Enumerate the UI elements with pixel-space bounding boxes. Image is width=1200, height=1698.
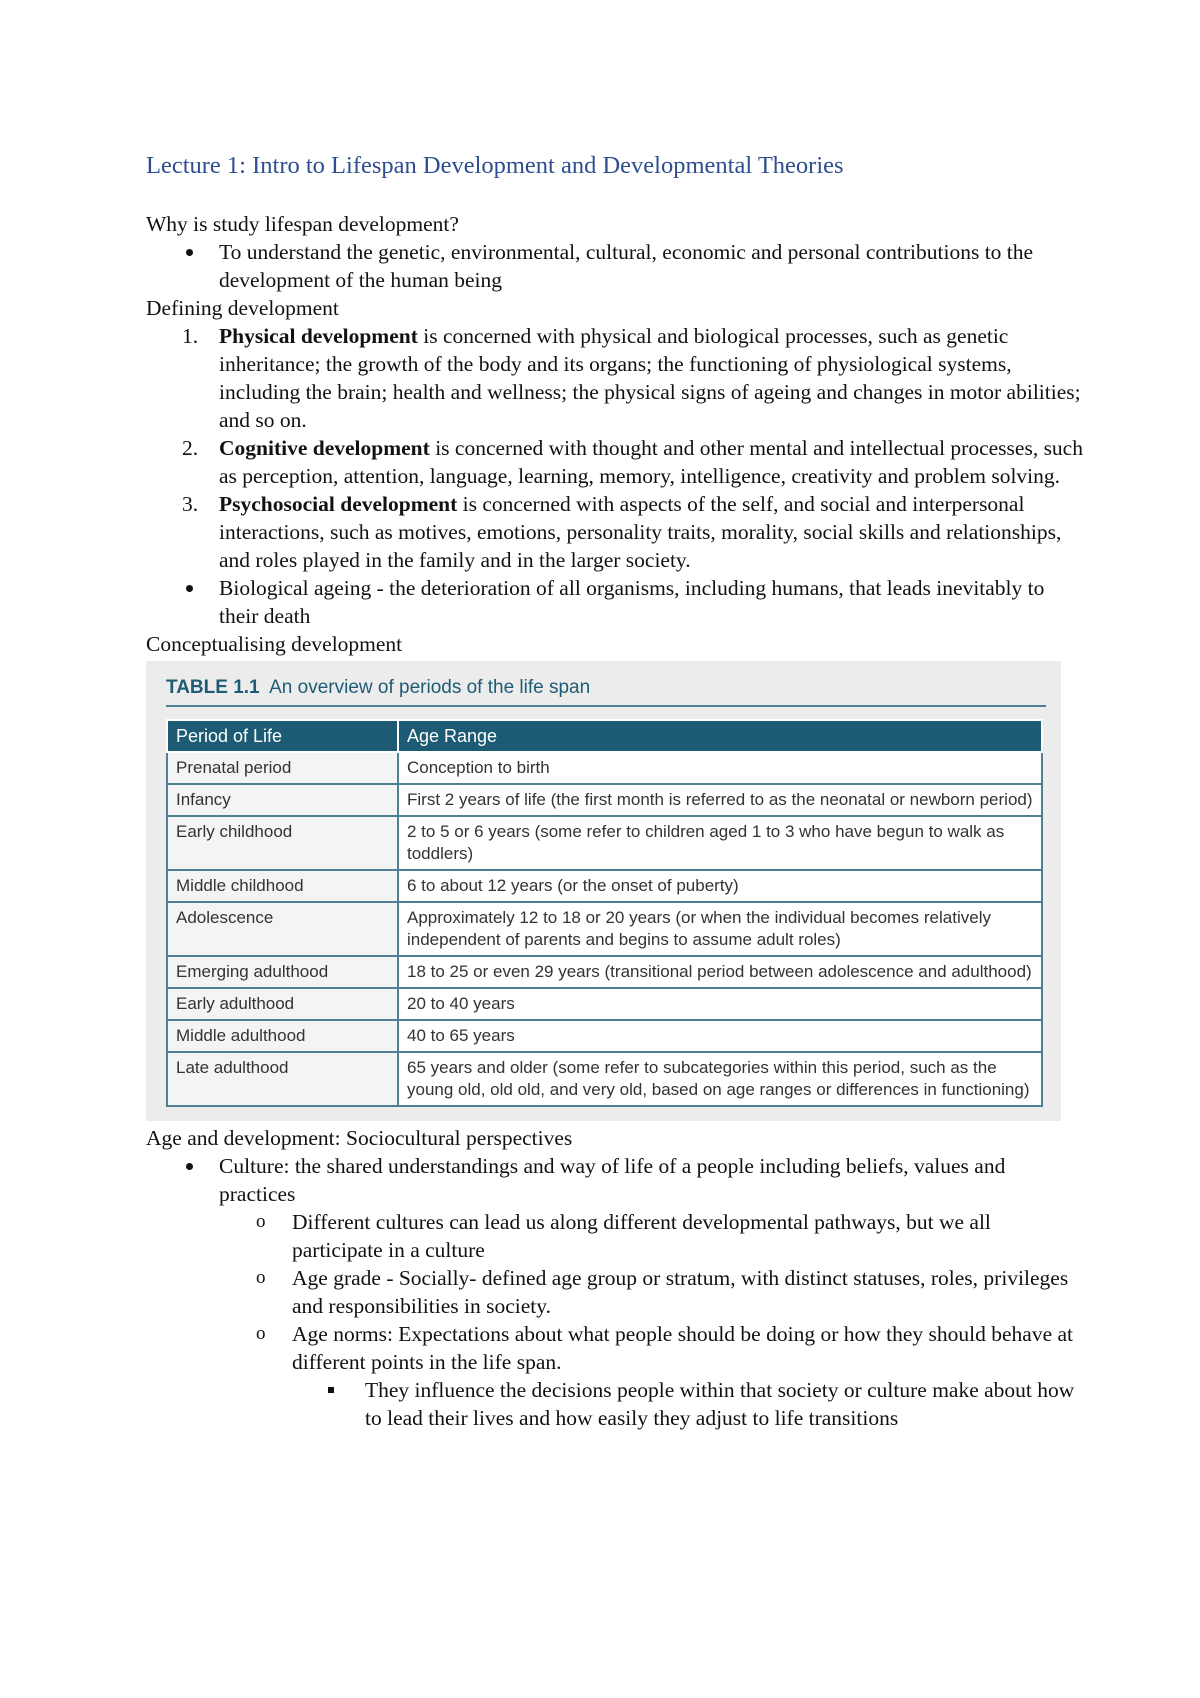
list-number: 3.	[182, 492, 199, 516]
age-range-cell: First 2 years of life (the first month is referred to as the neonatal or newborn period)	[398, 784, 1042, 816]
table-figure	[146, 661, 1061, 1121]
table-row	[167, 988, 1042, 1020]
term-physical-development: Physical development	[219, 324, 418, 348]
term-psychosocial-development: Psychosocial development	[219, 492, 458, 516]
sub-list-item	[146, 1264, 1086, 1320]
conceptualising-heading: Conceptualising development	[146, 632, 403, 656]
age-range-cell: 65 years and older (some refer to subcategories within this period, such as the young old, old old, and very old, based on age ranges or differences in functioning)	[398, 1052, 1042, 1106]
table-row	[167, 784, 1042, 816]
sub-list-item	[146, 1208, 1086, 1264]
age-range-cell: 20 to 40 years	[398, 988, 1042, 1020]
hollow-bullet-icon: o	[256, 1323, 266, 1344]
age-range-cell: 6 to about 12 years (or the onset of puberty)	[398, 870, 1042, 902]
list-item-text: Age norms: Expectations about what people should be doing or how they should behave at different points in the life span.	[292, 1322, 1074, 1374]
square-bullet-icon	[328, 1376, 334, 1404]
period-cell: Prenatal period	[167, 752, 398, 784]
list-item	[146, 434, 1086, 490]
age-range-cell: Approximately 12 to 18 or 20 years (or when the individual becomes relatively independent of parents and begins to assume adult roles)	[398, 902, 1042, 956]
bullet-icon	[186, 1152, 193, 1180]
list-item-text: Age grade - Socially- defined age group or stratum, with distinct statuses, roles, privileges and responsibilities in society.	[292, 1266, 1069, 1318]
hollow-bullet-icon: o	[256, 1211, 266, 1232]
page-title: Lecture 1: Intro to Lifespan Development and Developmental Theories	[146, 152, 844, 179]
list-item	[146, 574, 1086, 630]
sub-list-item	[146, 1320, 1086, 1376]
list-item-text: They influence the decisions people within that society or culture make about how to lead their lives and how easily they adjust to life transitions	[365, 1378, 1075, 1430]
list-item-text: Different cultures can lead us along different developmental pathways, but we all participate in a culture	[292, 1210, 991, 1262]
table-row	[167, 902, 1042, 956]
bullet-icon	[186, 238, 193, 266]
sociocultural-heading: Age and development: Sociocultural perspectives	[146, 1126, 573, 1150]
period-cell: Emerging adulthood	[167, 956, 398, 988]
age-range-cell: 18 to 25 or even 29 years (transitional period between adolescence and adulthood)	[398, 956, 1042, 988]
sub-sub-list-item	[146, 1376, 1086, 1432]
list-item-text: Biological ageing - the deterioration of all organisms, including humans, that leads inevitably to their death	[219, 576, 1045, 628]
period-cell: Infancy	[167, 784, 398, 816]
list-number: 2.	[182, 436, 199, 460]
bullet-icon	[186, 574, 193, 602]
list-item-text: is concerned with physical and biological processes, such as genetic inheritance; the growth of the body and its organs; the functioning of physiological systems, including the brain; health and wellness; the physical signs of ageing and changes in motor abilities; and so on.	[219, 324, 1081, 432]
table-caption-text: An overview of periods of the life span	[269, 677, 591, 698]
column-header: Age Range	[398, 720, 1042, 752]
list-item	[146, 1152, 1086, 1208]
defining-heading: Defining development	[146, 296, 339, 320]
list-item	[146, 322, 1086, 434]
lifespan-table	[166, 719, 1043, 1107]
list-item-text: Culture: the shared understandings and way of life of a people including beliefs, values and practices	[219, 1154, 1006, 1206]
list-item-text: is concerned with thought and other mental and intellectual processes, such as perception, attention, language, learning, memory, intelligence, creativity and problem solving.	[219, 436, 1083, 488]
period-cell: Early adulthood	[167, 988, 398, 1020]
table-row	[167, 870, 1042, 902]
period-cell: Adolescence	[167, 902, 398, 956]
age-range-cell: 2 to 5 or 6 years (some refer to children aged 1 to 3 who have begun to walk as toddlers)	[398, 816, 1042, 870]
period-cell: Middle childhood	[167, 870, 398, 902]
why-heading: Why is study lifespan development?	[146, 212, 459, 236]
table-row	[167, 1052, 1042, 1106]
list-item-text: is concerned with aspects of the self, and social and interpersonal interactions, such as motives, emotions, personality traits, morality, social skills and relationships, and roles played in the family and in the larger society.	[219, 492, 1062, 572]
table-caption	[166, 675, 1046, 707]
hollow-bullet-icon: o	[256, 1267, 266, 1288]
list-item	[146, 490, 1086, 574]
period-cell: Middle adulthood	[167, 1020, 398, 1052]
table-row	[167, 956, 1042, 988]
age-range-cell: 40 to 65 years	[398, 1020, 1042, 1052]
table-row	[167, 752, 1042, 784]
term-cognitive-development: Cognitive development	[219, 436, 430, 460]
period-cell: Late adulthood	[167, 1052, 398, 1106]
period-cell: Early childhood	[167, 816, 398, 870]
table-header-row	[167, 720, 1042, 752]
age-range-cell: Conception to birth	[398, 752, 1042, 784]
document-body	[146, 210, 1086, 1432]
list-item	[146, 238, 1086, 294]
list-number: 1.	[182, 324, 199, 348]
column-header: Period of Life	[167, 720, 398, 752]
table-number: TABLE 1.1	[166, 677, 260, 698]
list-item-text: To understand the genetic, environmental, cultural, economic and personal contributions to the development of the human being	[219, 240, 1034, 292]
table-row	[167, 1020, 1042, 1052]
table-row	[167, 816, 1042, 870]
